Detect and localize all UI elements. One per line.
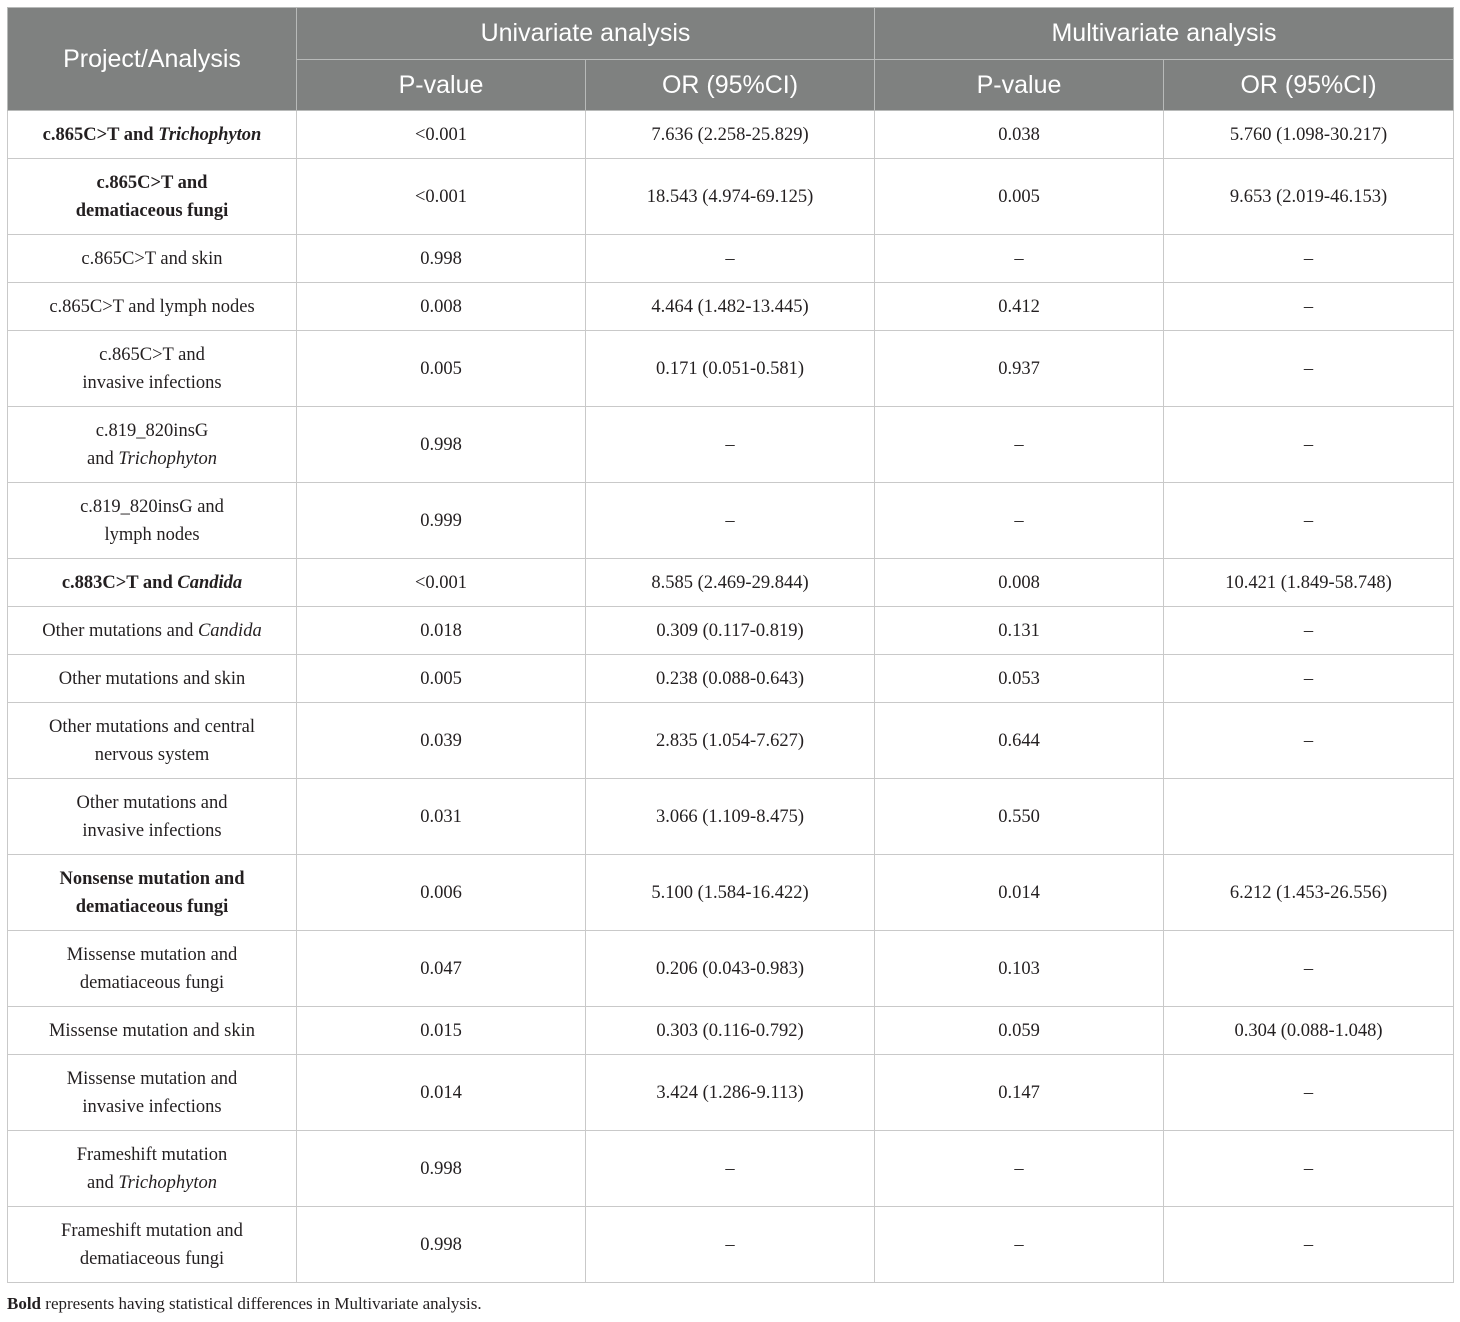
table-row xyxy=(8,483,1454,559)
footnote-text: represents having statistical differences in Multivariate analysis. xyxy=(41,1294,482,1313)
multivariate-or-cell: 6.212 (1.453-26.556) xyxy=(1164,855,1454,931)
table-row xyxy=(8,235,1454,283)
row-label-text: Other mutations and central xyxy=(48,716,255,737)
table-row xyxy=(8,407,1454,483)
univariate-or-cell: 4.464 (1.482-13.445) xyxy=(586,283,875,331)
multivariate-pvalue-cell: – xyxy=(875,1207,1164,1283)
row-label-text: invasive infections xyxy=(82,1096,222,1117)
row-label-text: c.883C>T and xyxy=(61,572,178,593)
univariate-or-cell: 8.585 (2.469-29.844) xyxy=(586,559,875,607)
univariate-or-cell: 3.424 (1.286-9.113) xyxy=(586,1055,875,1131)
multivariate-pvalue-cell: 0.412 xyxy=(875,283,1164,331)
row-label-text: nervous system xyxy=(94,744,210,765)
row-label-text: dematiaceous fungi xyxy=(75,200,229,221)
row-label-italic: Candida xyxy=(177,572,243,593)
header-project-analysis: Project/Analysis xyxy=(8,8,297,111)
row-label-cell xyxy=(8,1131,297,1207)
table-row xyxy=(8,283,1454,331)
results-table-container xyxy=(7,7,1453,1283)
row-label-text: dematiaceous fungi xyxy=(79,972,225,993)
row-label-text: c.865C>T and xyxy=(99,344,205,365)
univariate-pvalue-cell: 0.006 xyxy=(297,855,586,931)
row-label-cell xyxy=(8,283,297,331)
row-label-cell xyxy=(8,1207,297,1283)
row-label-cell xyxy=(8,1055,297,1131)
multivariate-or-cell: 0.304 (0.088-1.048) xyxy=(1164,1007,1454,1055)
univariate-pvalue-cell: 0.047 xyxy=(297,931,586,1007)
multivariate-pvalue-cell: 0.059 xyxy=(875,1007,1164,1055)
multivariate-pvalue-cell: 0.005 xyxy=(875,159,1164,235)
table-row xyxy=(8,559,1454,607)
header-multivariate-analysis: Multivariate analysis xyxy=(875,8,1454,60)
row-label-italic: Candida xyxy=(197,620,262,641)
univariate-or-cell: 0.238 (0.088-0.643) xyxy=(586,655,875,703)
table-row xyxy=(8,111,1454,159)
row-label-cell xyxy=(8,159,297,235)
table-row xyxy=(8,655,1454,703)
row-label-text: c.865C>T and xyxy=(42,124,159,145)
multivariate-or-cell: – xyxy=(1164,1055,1454,1131)
multivariate-or-cell: – xyxy=(1164,283,1454,331)
row-label-text: dematiaceous fungi xyxy=(79,1248,225,1269)
univariate-pvalue-cell: 0.998 xyxy=(297,1207,586,1283)
row-label-text: Missense mutation and skin xyxy=(48,1020,256,1041)
row-label-cell xyxy=(8,607,297,655)
univariate-or-cell: – xyxy=(586,1207,875,1283)
row-label-text: invasive infections xyxy=(82,820,222,841)
univariate-pvalue-cell: <0.001 xyxy=(297,159,586,235)
multivariate-or-cell: – xyxy=(1164,331,1454,407)
table-row xyxy=(8,1055,1454,1131)
row-label-text: lymph nodes xyxy=(104,524,200,545)
row-label-text: Frameshift mutation and xyxy=(61,1220,243,1241)
univariate-pvalue-cell: <0.001 xyxy=(297,111,586,159)
row-label-text: c.819_820insG and xyxy=(80,496,224,517)
table-row xyxy=(8,1007,1454,1055)
row-label-cell xyxy=(8,235,297,283)
row-label-text: Missense mutation and xyxy=(66,1068,238,1089)
row-label-cell xyxy=(8,1007,297,1055)
row-label-text: c.819_820insG xyxy=(95,420,209,441)
multivariate-or-cell: – xyxy=(1164,703,1454,779)
multivariate-pvalue-cell: 0.147 xyxy=(875,1055,1164,1131)
multivariate-pvalue-cell: 0.103 xyxy=(875,931,1164,1007)
univariate-pvalue-cell: 0.014 xyxy=(297,1055,586,1131)
table-row xyxy=(8,779,1454,855)
row-label-cell xyxy=(8,559,297,607)
multivariate-pvalue-cell: 0.644 xyxy=(875,703,1164,779)
univariate-pvalue-cell: 0.998 xyxy=(297,1131,586,1207)
table-row xyxy=(8,703,1454,779)
table-row xyxy=(8,855,1454,931)
row-label-text: and xyxy=(86,1172,119,1193)
univariate-or-cell: 0.206 (0.043-0.983) xyxy=(586,931,875,1007)
row-label-cell xyxy=(8,931,297,1007)
univariate-or-cell: – xyxy=(586,407,875,483)
row-label-cell xyxy=(8,483,297,559)
univariate-pvalue-cell: 0.998 xyxy=(297,235,586,283)
multivariate-or-cell xyxy=(1164,779,1454,855)
table-body xyxy=(8,111,1454,1283)
row-label-text: c.865C>T and lymph nodes xyxy=(49,296,255,317)
row-label-italic: Trichophyton xyxy=(158,124,262,145)
row-label-text: Missense mutation and xyxy=(66,944,238,965)
multivariate-or-cell: 10.421 (1.849-58.748) xyxy=(1164,559,1454,607)
multivariate-pvalue-cell: 0.937 xyxy=(875,331,1164,407)
row-label-cell xyxy=(8,111,297,159)
multivariate-pvalue-cell: 0.053 xyxy=(875,655,1164,703)
results-table xyxy=(7,7,1454,1283)
multivariate-or-cell: – xyxy=(1164,235,1454,283)
multivariate-pvalue-cell: 0.131 xyxy=(875,607,1164,655)
univariate-or-cell: 0.309 (0.117-0.819) xyxy=(586,607,875,655)
multivariate-or-cell: – xyxy=(1164,407,1454,483)
univariate-or-cell: – xyxy=(586,235,875,283)
table-footnote xyxy=(7,1294,482,1314)
univariate-pvalue-cell: 0.039 xyxy=(297,703,586,779)
table-row xyxy=(8,331,1454,407)
row-label-text: Other mutations and skin xyxy=(58,668,246,689)
univariate-pvalue-cell: 0.018 xyxy=(297,607,586,655)
multivariate-or-cell: – xyxy=(1164,483,1454,559)
row-label-italic: Trichophyton xyxy=(118,1172,217,1193)
multivariate-pvalue-cell: – xyxy=(875,235,1164,283)
univariate-pvalue-cell: 0.998 xyxy=(297,407,586,483)
univariate-pvalue-cell: 0.005 xyxy=(297,331,586,407)
univariate-pvalue-cell: 0.008 xyxy=(297,283,586,331)
row-label-cell xyxy=(8,703,297,779)
multivariate-pvalue-cell: 0.550 xyxy=(875,779,1164,855)
table-row xyxy=(8,931,1454,1007)
table-row xyxy=(8,159,1454,235)
multivariate-or-cell: 9.653 (2.019-46.153) xyxy=(1164,159,1454,235)
row-label-cell xyxy=(8,407,297,483)
univariate-or-cell: 7.636 (2.258-25.829) xyxy=(586,111,875,159)
univariate-pvalue-cell: 0.031 xyxy=(297,779,586,855)
multivariate-or-cell: – xyxy=(1164,931,1454,1007)
univariate-or-cell: 2.835 (1.054-7.627) xyxy=(586,703,875,779)
row-label-italic: Trichophyton xyxy=(118,448,217,469)
univariate-pvalue-cell: 0.015 xyxy=(297,1007,586,1055)
header-multivariate-pvalue: P-value xyxy=(875,60,1164,111)
row-label-text: Nonsense mutation and xyxy=(59,868,245,889)
univariate-or-cell: – xyxy=(586,1131,875,1207)
table-row xyxy=(8,607,1454,655)
multivariate-pvalue-cell: – xyxy=(875,483,1164,559)
header-univariate-or: OR (95%CI) xyxy=(586,60,875,111)
row-label-text: dematiaceous fungi xyxy=(75,896,229,917)
univariate-or-cell: 3.066 (1.109-8.475) xyxy=(586,779,875,855)
univariate-or-cell: 5.100 (1.584-16.422) xyxy=(586,855,875,931)
univariate-pvalue-cell: 0.005 xyxy=(297,655,586,703)
row-label-text: Frameshift mutation xyxy=(76,1144,228,1165)
header-multivariate-or: OR (95%CI) xyxy=(1164,60,1454,111)
univariate-pvalue-cell: 0.999 xyxy=(297,483,586,559)
row-label-text: Other mutations and xyxy=(42,620,198,641)
univariate-or-cell: 0.303 (0.116-0.792) xyxy=(586,1007,875,1055)
table-header xyxy=(8,8,1454,111)
multivariate-or-cell: – xyxy=(1164,655,1454,703)
footnote-bold-word: Bold xyxy=(7,1294,42,1313)
table-row xyxy=(8,1131,1454,1207)
row-label-cell xyxy=(8,331,297,407)
multivariate-pvalue-cell: 0.008 xyxy=(875,559,1164,607)
row-label-text: c.865C>T and skin xyxy=(81,248,223,269)
univariate-or-cell: 0.171 (0.051-0.581) xyxy=(586,331,875,407)
row-label-text: and xyxy=(86,448,119,469)
multivariate-or-cell: – xyxy=(1164,607,1454,655)
row-label-cell xyxy=(8,855,297,931)
row-label-text: Other mutations and xyxy=(76,792,228,813)
header-univariate-analysis: Univariate analysis xyxy=(297,8,875,60)
univariate-pvalue-cell: <0.001 xyxy=(297,559,586,607)
multivariate-pvalue-cell: – xyxy=(875,1131,1164,1207)
multivariate-or-cell: – xyxy=(1164,1131,1454,1207)
row-label-cell xyxy=(8,655,297,703)
multivariate-pvalue-cell: 0.038 xyxy=(875,111,1164,159)
univariate-or-cell: – xyxy=(586,483,875,559)
univariate-or-cell: 18.543 (4.974-69.125) xyxy=(586,159,875,235)
table-row xyxy=(8,1207,1454,1283)
row-label-text: c.865C>T and xyxy=(96,172,208,193)
multivariate-or-cell: – xyxy=(1164,1207,1454,1283)
multivariate-or-cell: 5.760 (1.098-30.217) xyxy=(1164,111,1454,159)
row-label-text: invasive infections xyxy=(82,372,222,393)
multivariate-pvalue-cell: 0.014 xyxy=(875,855,1164,931)
header-univariate-pvalue: P-value xyxy=(297,60,586,111)
row-label-cell xyxy=(8,779,297,855)
multivariate-pvalue-cell: – xyxy=(875,407,1164,483)
